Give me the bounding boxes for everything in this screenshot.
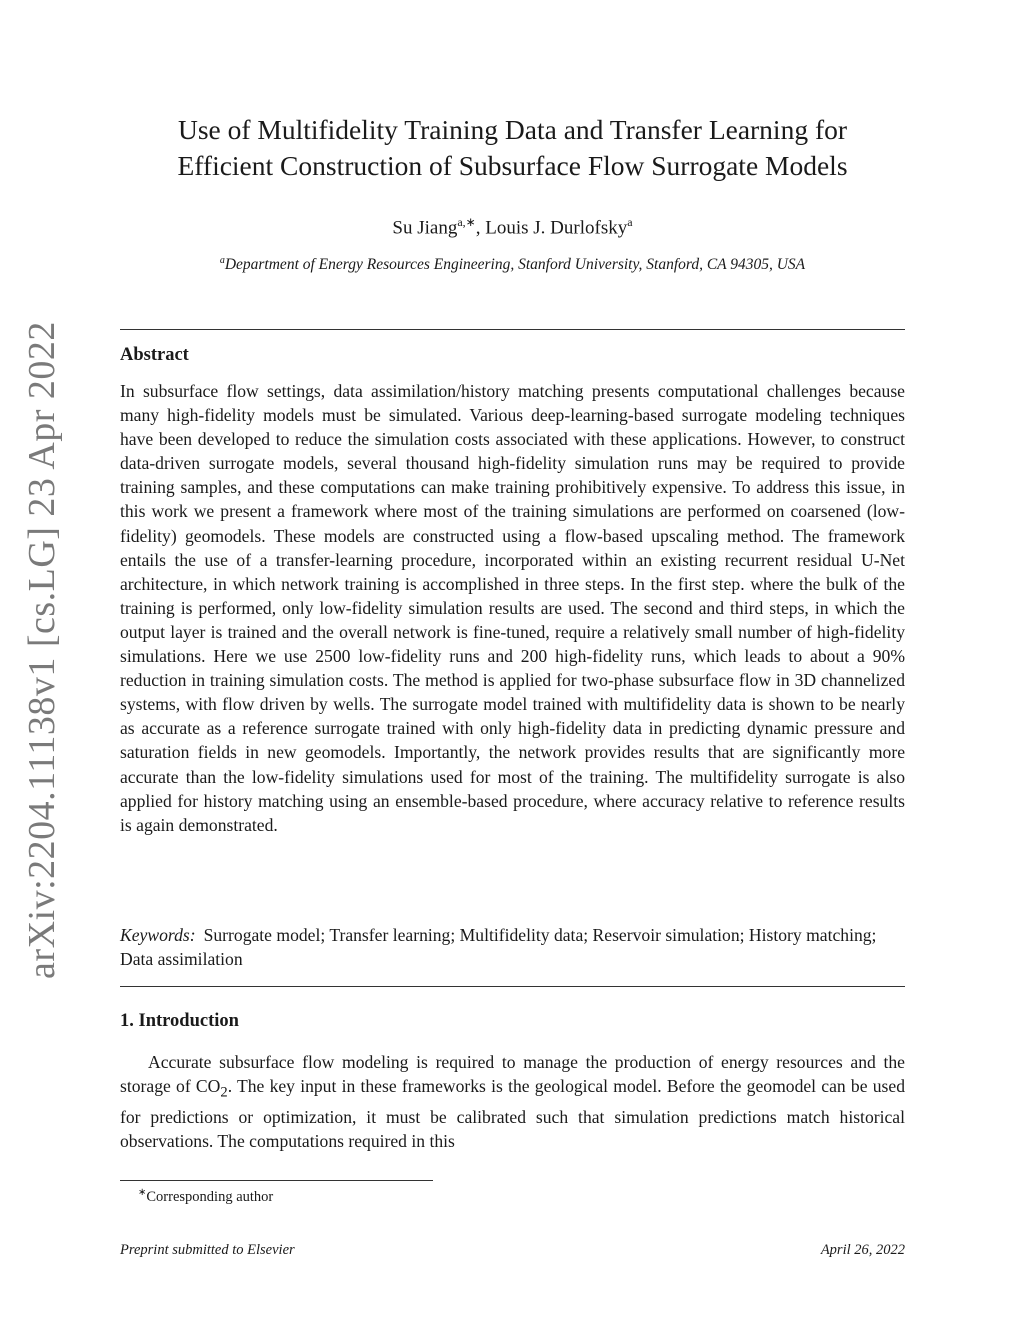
author-list — [120, 210, 905, 240]
author-affiliation-mark: a,∗ — [457, 215, 476, 229]
abstract-heading: Abstract — [120, 345, 189, 365]
keywords — [120, 923, 905, 971]
section-heading-introduction: 1. Introduction — [120, 1011, 239, 1031]
title-line-2: Efficient Construction of Subsurface Flow Surrogate Models — [177, 150, 848, 181]
footnote-rule — [120, 1180, 433, 1181]
intro-text-part-1: Accurate subsurface flow modeling is required to manage the production of energy resources and the storage of CO — [120, 1052, 905, 1097]
abstract-top-rule — [120, 329, 905, 330]
keywords-text: Surrogate model; Transfer learning; Multifidelity data; Reservoir simulation; History matching; Data assimilation — [120, 925, 877, 969]
author-name: Louis J. Durlofsky — [485, 217, 628, 239]
footnote-mark: ∗ — [138, 1187, 147, 1198]
paper-title — [120, 112, 905, 184]
abstract-body: In subsurface flow settings, data assimilation/history matching presents computational challenges because many high-fidelity models must be simulated. Various deep-learning-based surrogate modeling techniques have been developed to reduce the simulation costs associated with these applications. However, to construct data-driven surrogate models, several thousand high-fidelity simulation runs may be required to provide training samples, and these computations can make training prohibitively expensive. To address this issue, in this work we present a framework where most of the training simulations are performed on coarsened (low-fidelity) geomodels. These models are constructed using a flow-based upscaling method. The framework entails the use of a transfer-learning procedure, incorporated within an existing recurrent residual U-Net architecture, in which network training is accomplished in three steps. In the first step. where the bulk of the training is performed, only low-fidelity simulation results are used. The second and third steps, in which the output layer is trained and the overall network is fine-tuned, require a relatively small number of high-fidelity simulations. Here we use 2500 low-fidelity runs and 200 high-fidelity runs, which leads to about a 90% reduction in training simulation costs. The method is applied for two-phase subsurface flow in 3D channelized systems, with flow driven by wells. The surrogate model trained with multifidelity data is shown to be nearly as accurate as a reference surrogate trained with only high-fidelity data in predicting dynamic pressure and saturation fields in new geomodels. Importantly, the network provides results that are significantly more accurate than the low-fidelity simulations used for most of the training. The multifidelity surrogate is also applied for history matching using an ensemble-based procedure, where accuracy relative to reference results is again demonstrated. — [120, 381, 905, 835]
author-separator: , — [475, 217, 486, 239]
footer-preprint-note: Preprint submitted to Elsevier — [120, 1242, 295, 1258]
affiliation-text: Department of Energy Resources Engineering, Stanford University, Stanford, CA 94305, USA — [224, 256, 806, 274]
author-affiliation-mark: a — [627, 215, 633, 229]
affiliation-mark: a — [219, 255, 225, 266]
keywords-label: Keywords: — [120, 925, 196, 945]
abstract-bottom-rule — [120, 986, 905, 987]
footnote-text: Corresponding author — [146, 1188, 274, 1205]
title-line-1: Use of Multifidelity Training Data and Transfer Learning for — [177, 114, 848, 145]
author-name: Su Jiang — [392, 217, 458, 239]
author-affiliation — [120, 251, 905, 275]
arxiv-id-text: arXiv:2204.11138v1 [cs.LG] 23 Apr 2022 — [20, 321, 63, 979]
arxiv-identifier-stamp — [4, 321, 79, 979]
intro-text-part-2: . The key input in these frameworks is the geological model. Before the geomodel can be used for predictions or optimization, it must be calibrated such that simulation predictions match historical observations. The computations required in this — [120, 1076, 905, 1152]
footnote — [138, 1184, 273, 1206]
footer-date: April 26, 2022 — [820, 1242, 905, 1258]
introduction-paragraph — [120, 1050, 905, 1153]
co2-subscript: 2 — [220, 1084, 228, 1101]
